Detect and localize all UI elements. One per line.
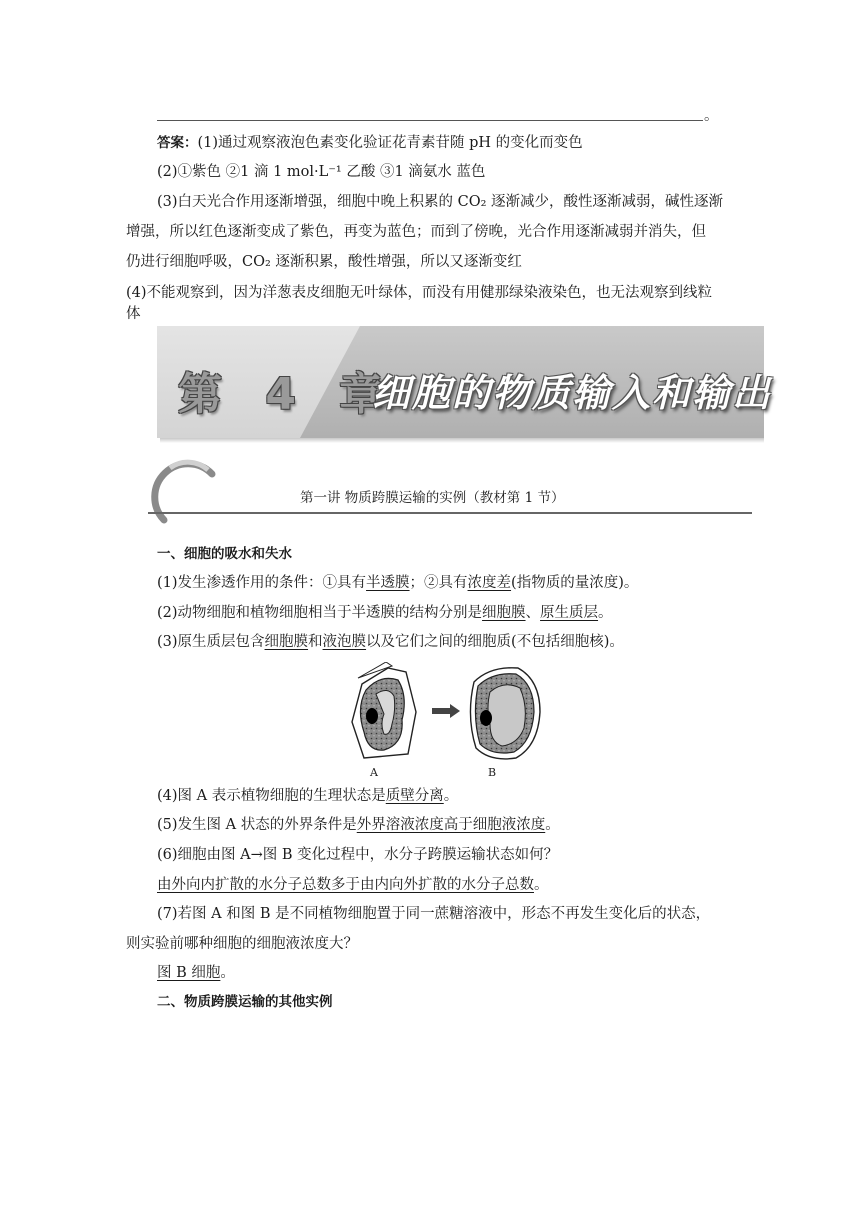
answer-4-line-2: 体	[126, 306, 141, 322]
answer-3-line-1: (3)白天光合作用逐渐增强，细胞中晚上积累的 CO₂ 逐渐减少，酸性逐渐减弱，碱性逐渐	[157, 194, 724, 210]
section-1-heading: 一、细胞的吸水和失水	[157, 546, 292, 562]
answer-4-line-1: (4)不能观察到，因为洋葱表皮细胞无叶绿体，而没有用健那绿染液染色，也无法观察到线粒	[126, 285, 713, 301]
figure-label-b: B	[488, 766, 497, 779]
paragraph-7-line-1: (7)若图 A 和图 B 是不同植物细胞置于同一蔗糖溶液中，形态不再发生变化后的状态，	[157, 906, 711, 922]
answer-label: 答案：	[157, 135, 198, 151]
chapter-number: 第 4 章	[178, 369, 398, 420]
paragraph-3: (3)原生质层包含细胞膜和液泡膜以及它们之间的细胞质(不包括细胞核)。	[157, 634, 624, 650]
lecture-underline	[148, 512, 752, 514]
answer-blank-line	[157, 120, 703, 121]
answer-2: (2)①紫色 ②1 滴 1 mol·L⁻¹ 乙酸 ③1 滴氨水 蓝色	[157, 164, 486, 180]
cell-a	[352, 662, 416, 758]
paragraph-6-question: (6)细胞由图 A→图 B 变化过程中，水分子跨膜运输状态如何？	[157, 847, 559, 863]
cell-b	[470, 668, 540, 759]
section-2-heading: 二、物质跨膜运输的其他实例	[157, 994, 333, 1010]
answer-1: 答案：(1)通过观察液泡色素变化验证花青素苷随 pH 的变化而变色	[157, 135, 583, 151]
lecture-arc-icon	[148, 458, 220, 524]
plasmolysis-figure	[340, 662, 560, 780]
paragraph-1: (1)发生渗透作用的条件：①具有半透膜；②具有浓度差(指物质的量浓度)。	[157, 575, 639, 591]
paragraph-4: (4)图 A 表示植物细胞的生理状态是质壁分离。	[157, 788, 459, 804]
figure-label-a: A	[370, 766, 378, 779]
paragraph-2: (2)动物细胞和植物细胞相当于半透膜的结构分别是细胞膜、原生质层。	[157, 605, 613, 621]
paragraph-7-answer: 图 B 细胞。	[157, 965, 235, 981]
paragraph-6-answer: 由外向内扩散的水分子总数多于由内向外扩散的水分子总数。	[157, 877, 549, 893]
arrow-icon	[432, 704, 460, 718]
answer-3-line-2: 增强，所以红色逐渐变成了紫色，再变为蓝色；而到了傍晚，光合作用逐渐减弱并消失，但	[126, 224, 706, 240]
chapter-title: 细胞的物质输入和输出	[372, 371, 773, 415]
end-mark: 。	[704, 108, 719, 124]
chapter-banner-shadow	[160, 438, 764, 443]
paragraph-7-line-2: 则实验前哪种细胞的细胞液浓度大？	[126, 936, 358, 952]
paragraph-5: (5)发生图 A 状态的外界条件是外界溶液浓度高于细胞液浓度。	[157, 817, 560, 833]
lecture-title: 第一讲 物质跨膜运输的实例（教材第 1 节）	[300, 490, 565, 506]
answer-3-line-3: 仍进行细胞呼吸，CO₂ 逐渐积累，酸性增强，所以又逐渐变红	[126, 254, 522, 270]
